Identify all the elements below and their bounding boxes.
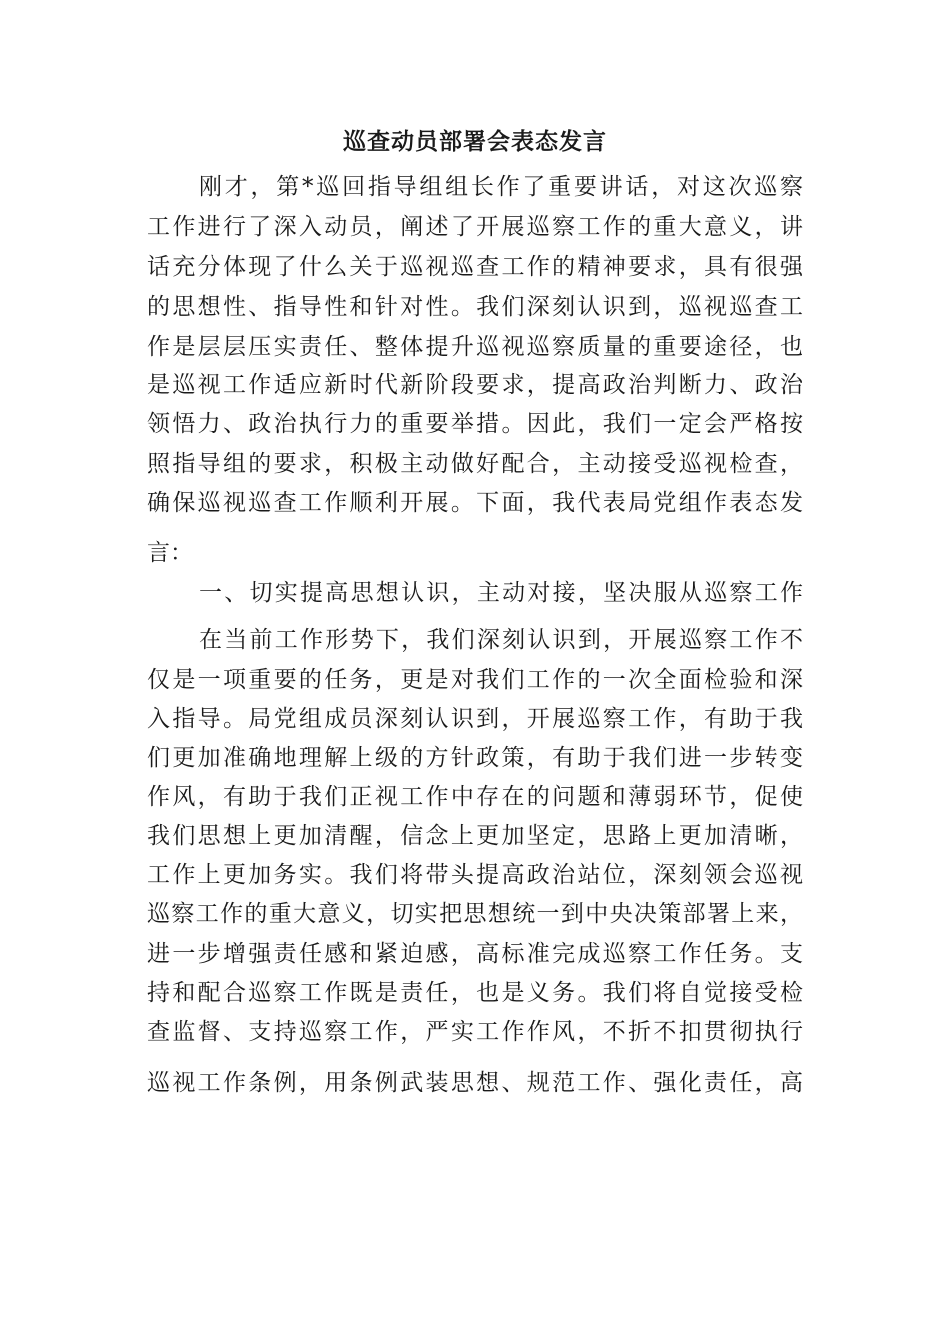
- paragraph-line: 领悟力、政治执行力的重要举措。因此，我们一定会严格按: [147, 411, 803, 437]
- paragraph-line: 我们思想上更加清醒，信念上更加坚定，思路上更加清晰，: [147, 823, 803, 849]
- paragraph-line: 持和配合巡察工作既是责任，也是义务。我们将自觉接受检: [147, 980, 803, 1006]
- paragraph-line: 的思想性、指导性和针对性。我们深刻认识到，巡视巡查工: [147, 294, 803, 320]
- paragraph-line: 在当前工作形势下，我们深刻认识到，开展巡察工作不: [199, 627, 803, 653]
- section-heading: 一、切实提高思想认识，主动对接，坚决服从巡察工作: [199, 580, 803, 606]
- paragraph-line: 作是层层压实责任、整体提升巡视巡察质量的重要途径，也: [147, 334, 803, 360]
- paragraph-line: 言：: [147, 540, 193, 566]
- paragraph-line: 查监督、支持巡察工作，严实工作作风，不折不扣贯彻执行: [147, 1019, 803, 1045]
- paragraph-line: 巡察工作的重大意义，切实把思想统一到中央决策部署上来，: [147, 901, 803, 927]
- paragraph-line: 作风，有助于我们正视工作中存在的问题和薄弱环节，促使: [147, 784, 803, 810]
- paragraph-line: 入指导。局党组成员深刻认识到，开展巡察工作，有助于我: [147, 706, 803, 732]
- paragraph-line: 刚才，第*巡回指导组组长作了重要讲话，对这次巡察: [199, 174, 803, 200]
- paragraph-line: 确保巡视巡查工作顺利开展。下面，我代表局党组作表态发: [147, 490, 803, 516]
- paragraph-line: 们更加准确地理解上级的方针政策，有助于我们进一步转变: [147, 745, 803, 771]
- paragraph-line: 照指导组的要求，积极主动做好配合，主动接受巡视检查，: [147, 451, 803, 477]
- document-title: 巡查动员部署会表态发言: [343, 128, 607, 155]
- paragraph-line: 工作进行了深入动员，阐述了开展巡察工作的重大意义，讲: [147, 214, 803, 240]
- paragraph-line: 话充分体现了什么关于巡视巡查工作的精神要求，具有很强: [147, 254, 803, 280]
- paragraph-line: 仅是一项重要的任务，更是对我们工作的一次全面检验和深: [147, 667, 803, 693]
- paragraph-line: 进一步增强责任感和紧迫感，高标准完成巡察工作任务。支: [147, 941, 803, 967]
- paragraph-line: 是巡视工作适应新时代新阶段要求，提高政治判断力、政治: [147, 372, 803, 398]
- paragraph-line: 巡视工作条例，用条例武装思想、规范工作、强化责任，高: [147, 1070, 803, 1096]
- paragraph-line: 工作上更加务实。我们将带头提高政治站位，深刻领会巡视: [147, 862, 803, 888]
